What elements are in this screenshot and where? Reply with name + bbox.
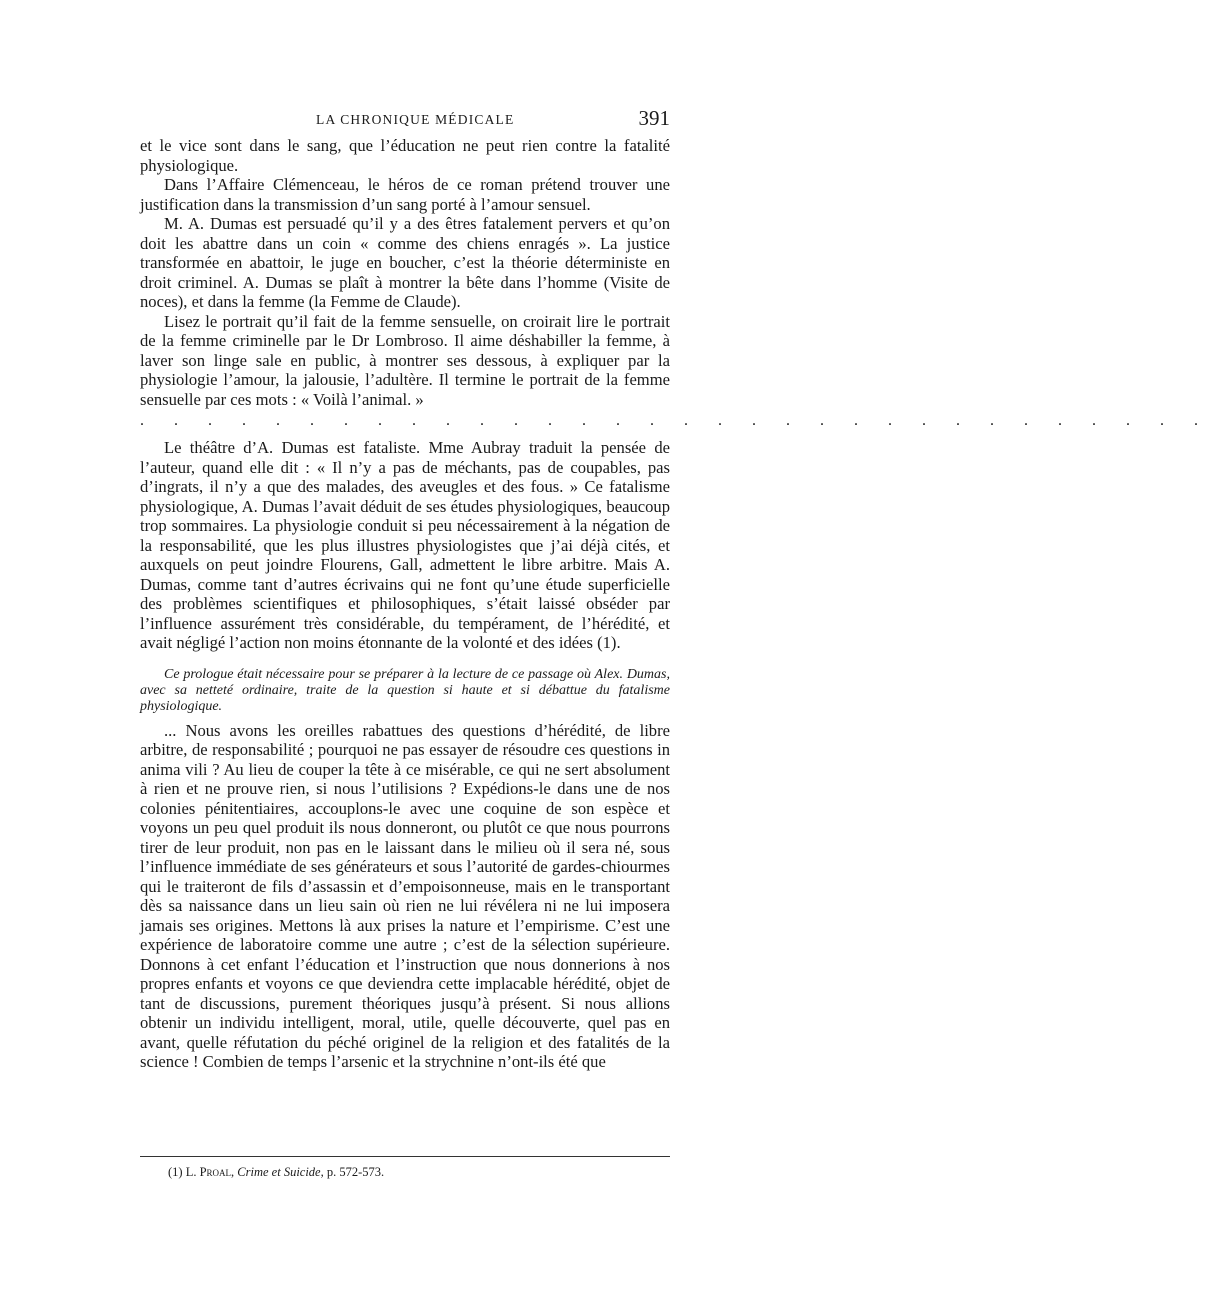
- footnote: [168, 1165, 384, 1180]
- editor-note: Ce prologue était nécessaire pour se préparer à la lecture de ce passage où Alex. Dumas, avec sa netteté ordinaire, traite de la question si haute et si débattue du fatalisme physiologique.: [140, 666, 670, 714]
- paragraph-4: Lisez le portrait qu’il fait de la femme sensuelle, on croirait lire le portrait de la femme criminelle par le Dr Lombroso. Il aime déshabiller la femme, à laver son linge sale en public, à montrer ses dessous, à expliquer par la physiologie l’amour, la jalousie, l’adultère. Il termine le portrait de la femme sensuelle par ces mots : « Voilà l’animal. »: [140, 311, 670, 409]
- paragraph-3: M. A. Dumas est persuadé qu’il y a des êtres fatalement pervers et qu’on doit les abattre dans un coin « comme des chiens enragés ». La justice transformée en abattoir, le juge en boucher, c’est la théorie déterministe en droit criminel. A. Dumas se plaît à montrer la bête dans l’homme (Visite de noces), et dans la femme (la Femme de Claude).: [140, 214, 670, 311]
- running-title: LA CHRONIQUE MÉDICALE: [316, 112, 515, 127]
- page-body: [140, 136, 1211, 1072]
- footnote-pages: p. 572-573.: [326, 1165, 385, 1179]
- separator-dots: . . . . . . . . . . . . . . . . . . . . . . . . . . . . . . . .: [140, 412, 1211, 429]
- paragraph-1: et le vice sont dans le sang, que l’éducation ne peut rien contre la fatalité physiologique.: [140, 136, 670, 175]
- footnote-title: Crime et Suicide,: [237, 1165, 324, 1179]
- footnote-marker: (1): [168, 1165, 183, 1179]
- quoted-passage: ... Nous avons les oreilles rabattues des questions d’hérédité, de libre arbitre, de responsabilité ; pourquoi ne pas essayer de résoudre ces questions in anima vili ? Au lieu de couper la tête à ce misérable, ce qui ne sert absolument à rien et ne prouve rien, si nous l’utilisions ? Expédions-le dans une de nos colonies pénitentiaires, accouplons-le avec une coquine de son espèce et voyons un peu quel produit ils nous donneront, ou plutôt ce que nous pourrons tirer de leur produit, non pas en le laissant dans le milieu où il sera né, sous l’influence immédiate de ses générateurs et sous l’autorité de gardes-chiourmes qui le traiteront de fils d’assassin et d’empoisonneuse, mais en le transportant dès sa naissance dans un lieu sain où rien ne lui révélera ni ne lui imposera jamais ses origines. Mettons là aux prises la nature et l’empirisme. C’est une expérience de laboratoire comme une autre ; c’est de la sélection supérieure. Donnons à cet enfant l’éducation et l’instruction que nous donnerions à nos propres enfants et voyons ce que deviendra cette implacable hérédité, objet de tant de discussions, purement théoriques jusqu’à présent. Si nous allions obtenir un individu intelligent, moral, utile, quelle découverte, quel pas en avant, quelle réfutation du péché originel de la religion et des fatalités de la science ! Combien de temps l’arsenic et la strychnine n’ont-ils été que: [140, 720, 670, 1071]
- page-header: [140, 108, 670, 132]
- footnote-rule: [140, 1156, 670, 1157]
- paragraph-fatalism: Le théâtre d’A. Dumas est fataliste. Mme Aubray traduit la pensée de l’auteur, quand elle dit : « Il n’y a pas de méchants, pas de coupables, pas d’ingrats, il n’y a que des malades, des aveugles et des fous. » Ce fatalisme physiologique, A. Dumas l’avait déduit de ses études physiologiques, beaucoup trop sommaires. La physiologie conduit si peu nécessairement à la négation de la responsabilité, que les plus illustres physiologistes que j’ai déjà cités, et auxquels on peut joindre Flourens, Gall, admettent le libre arbitre. Mais A. Dumas, comme tant d’autres écrivains qui ne font qu’une étude superficielle des problèmes scientifiques et philosophiques, s’était laissé obséder par l’influence assurément très considérable, du tempérament, de l’hérédité, et avait négligé l’action non moins étonnante de la volonté et des idées (1).: [140, 438, 670, 652]
- paragraph-2: Dans l’Affaire Clémenceau, le héros de ce roman prétend trouver une justification dans la transmission d’un sang porté à l’amour sensuel.: [140, 175, 670, 214]
- page-number: 391: [638, 106, 670, 130]
- footnote-author: L. Proal,: [185, 1165, 235, 1179]
